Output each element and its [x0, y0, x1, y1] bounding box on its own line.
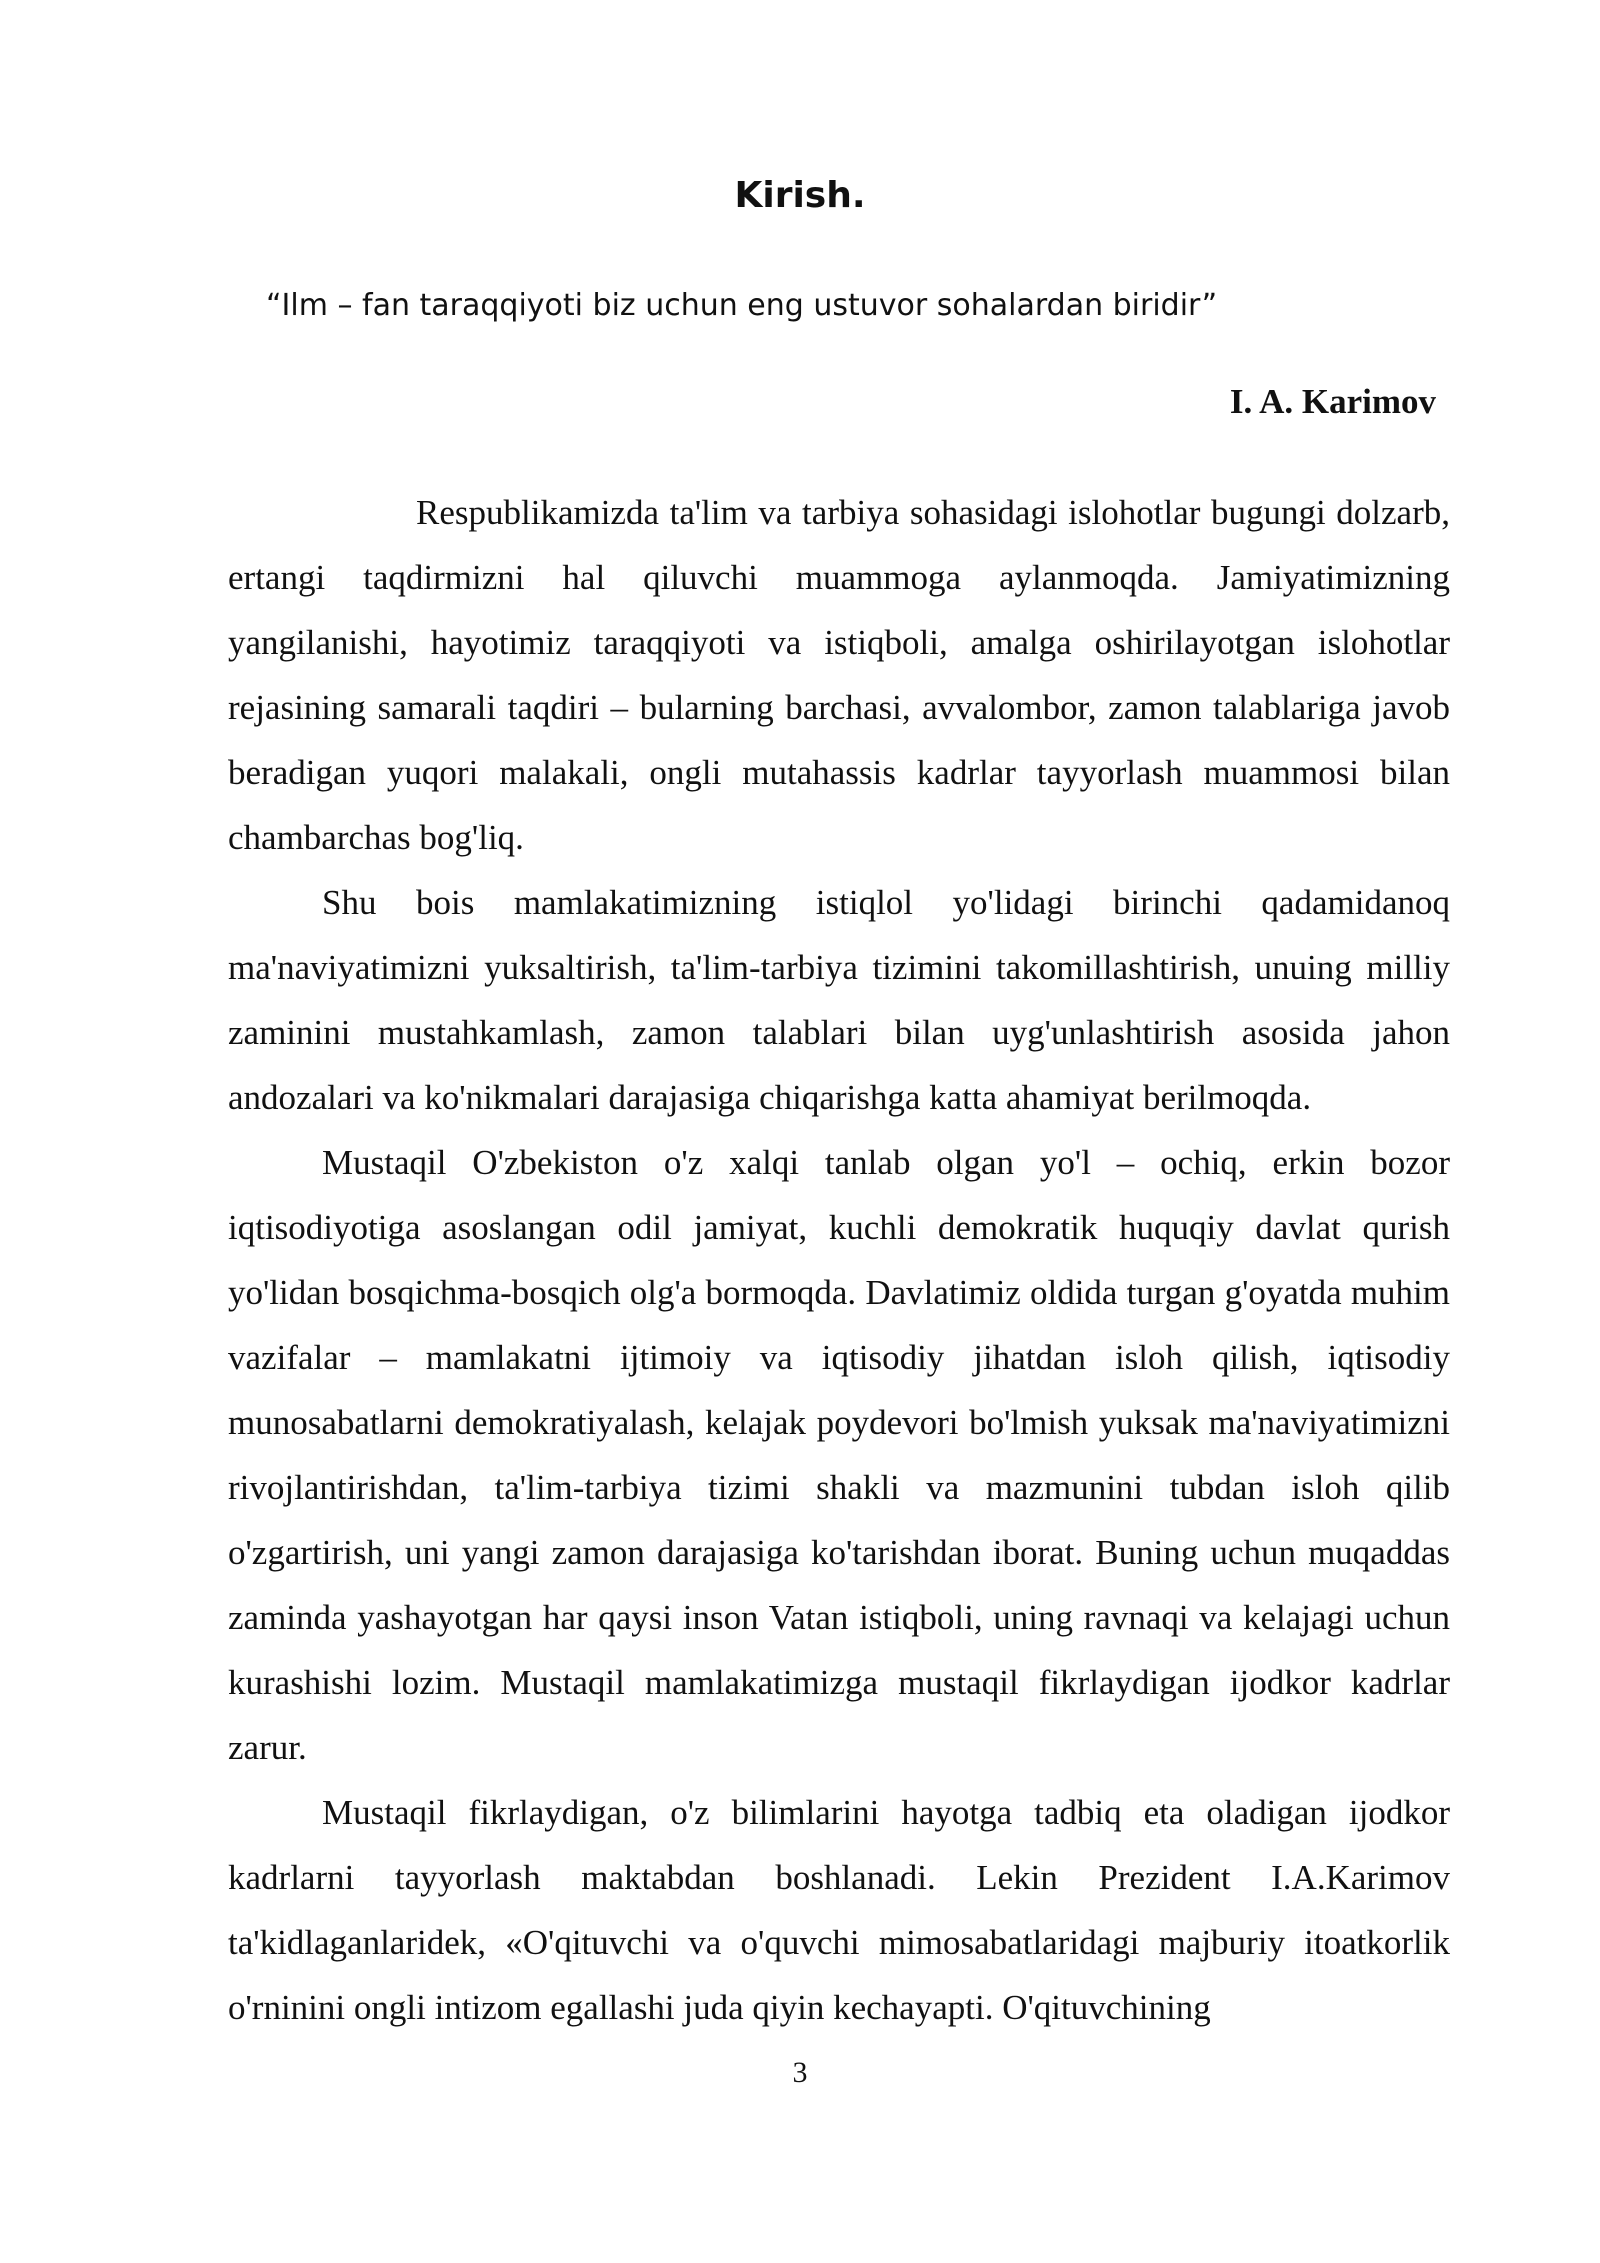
- body-text: [228, 480, 1450, 2040]
- epigraph-quote: “Ilm – fan taraqqiyoti biz uchun eng ustuvor sohalardan biridir”: [266, 288, 1218, 323]
- page-title: Kirish.: [734, 175, 866, 216]
- paragraph: Shu bois mamlakatimizning istiqlol yo'lidagi birinchi qadamidanoq ma'naviyatimizni yuksaltirish, ta'lim-tarbiya tizimini takomillashtirish, unuing milliy zaminini mustahkamlash, zamon talablari bilan uyg'unlashtirish asosida jahon andozalari va ko'nikmalari darajasiga chiqarishga katta ahamiyat berilmoqda.: [228, 883, 1450, 1117]
- paragraph: Respublikamizda ta'lim va tarbiya sohasidagi islohotlar bugungi dolzarb, ertangi taqdirmizni hal qiluvchi muammoga aylanmoqda. Jamiyatimizning yangilanishi, hayotimiz taraqqiyoti va istiqboli, amalga oshirilayotgan islohotlar rejasining samarali taqdiri – bularning barchasi, avvalombor, zamon talablariga javob beradigan yuqori malakali, ongli mutahassis kadrlar tayyorlash muammosi bilan chambarchas bog'liq.: [228, 493, 1450, 857]
- epigraph-author: I. A. Karimov: [1229, 382, 1436, 421]
- page-number: 3: [792, 2056, 808, 2089]
- paragraph: Mustaqil fikrlaydigan, o'z bilimlarini hayotga tadbiq eta oladigan ijodkor kadrlarni tayyorlash maktabdan boshlanadi. Lekin Prezident I.A.Karimov ta'kidlaganlaridek, «O'qituvchi va o'quvchi mimosabatlaridagi majburiy itoatkorlik o'rninini ongli intizom egallashi juda qiyin kechayapti. O'qituvchining: [228, 1793, 1450, 2027]
- paragraph: Mustaqil O'zbekiston o'z xalqi tanlab olgan yo'l – ochiq, erkin bozor iqtisodiyotiga asoslangan odil jamiyat, kuchli demokratik huquqiy davlat qurish yo'lidan bosqichma-bosqich olg'a bormoqda. Davlatimiz oldida turgan g'oyatda muhim vazifalar – mamlakatni ijtimoiy va iqtisodiy jihatdan isloh qilish, iqtisodiy munosabatlarni demokratiyalash, kelajak poydevori bo'lmish yuksak ma'naviyatimizni rivojlantirishdan, ta'lim-tarbiya tizimi shakli va mazmunini tubdan isloh qilib o'zgartirish, uni yangi zamon darajasiga ko'tarishdan iborat. Buning uchun muqaddas zaminda yashayotgan har qaysi inson Vatan istiqboli, uning ravnaqi va kelajagi uchun kurashishi lozim. Mustaqil mamlakatimizga mustaqil fikrlaydigan ijodkor kadrlar zarur.: [228, 1143, 1450, 1767]
